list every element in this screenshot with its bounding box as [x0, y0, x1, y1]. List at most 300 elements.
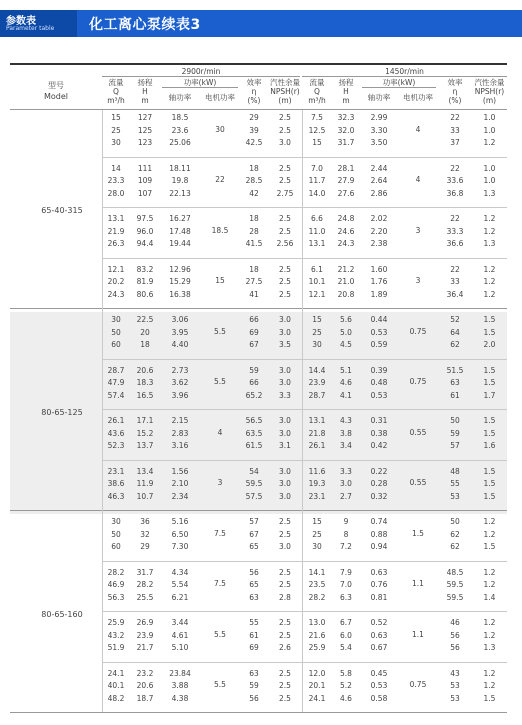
- table-cell: 36.4: [446, 289, 464, 299]
- motor-power-cell: 18.5: [211, 225, 229, 235]
- table-cell: 30: [312, 542, 322, 551]
- table-cell: 18: [249, 214, 259, 223]
- table-cell: 3.1: [279, 441, 291, 450]
- speed-underline-left: [102, 76, 300, 77]
- table-cell: 15: [312, 138, 322, 147]
- table-cell: 69: [249, 327, 259, 337]
- table-cell: 28.7: [308, 390, 326, 400]
- table-cell: 2.5: [279, 668, 291, 678]
- table-cell: 4.40: [171, 340, 189, 349]
- motor-header-left: 电机功率: [205, 93, 235, 102]
- table-cell: 48.5: [446, 567, 464, 577]
- table-cell: 109: [137, 176, 153, 185]
- table-cell: 3.8: [340, 428, 352, 438]
- table-cell: 6.21: [171, 592, 189, 602]
- table-cell: 1.5: [483, 479, 496, 488]
- table-cell: 59.5: [245, 479, 263, 488]
- motor-power-cell: 0.55: [409, 478, 427, 487]
- table-cell: 30: [111, 517, 121, 526]
- table-cell: 2.5: [279, 681, 291, 690]
- table-cell: 5.16: [171, 517, 189, 526]
- block-divider: [102, 561, 507, 562]
- table-cell: 4.3: [340, 416, 352, 425]
- table-cell: 29: [140, 542, 150, 551]
- table-cell: 50: [111, 327, 121, 337]
- table-cell: 6.6: [311, 214, 323, 223]
- table-cell: 12.96: [169, 264, 191, 274]
- motor-power-cell: 4: [217, 427, 223, 437]
- motor-power-cell: 4: [415, 124, 421, 134]
- table-cell: 43.2: [107, 630, 125, 640]
- table-cell: 1.2: [483, 630, 496, 640]
- table-cell: 54: [249, 466, 259, 476]
- head-header-right: 扬程 H m: [338, 78, 354, 105]
- table-cell: 4.38: [171, 693, 189, 703]
- table-cell: 1.0: [483, 163, 496, 173]
- table-cell: 61: [249, 630, 259, 640]
- table-cell: 1.2: [483, 517, 496, 526]
- motor-power-cell: 0.75: [409, 326, 427, 336]
- table-cell: 5.1: [340, 365, 352, 375]
- motor-power-cell: 1.1: [412, 629, 424, 639]
- table-cell: 10.1: [308, 277, 326, 286]
- table-cell: 16.5: [136, 390, 154, 400]
- table-cell: 2.86: [370, 188, 388, 198]
- table-cell: 1.5: [483, 542, 496, 551]
- table-cell: 23.3: [107, 176, 125, 185]
- motor-power-cell: 5.5: [214, 377, 226, 386]
- table-cell: 17.48: [169, 226, 191, 236]
- table-cell: 21.2: [337, 264, 355, 274]
- table-cell: 25: [312, 327, 322, 337]
- table-cell: 36: [140, 517, 150, 526]
- table-cell: 56: [450, 630, 460, 640]
- table-cell: 64: [450, 327, 460, 337]
- table-cell: 19.8: [171, 176, 189, 185]
- table-cell: 6.7: [340, 618, 352, 627]
- table-cell: 0.74: [370, 517, 388, 526]
- table-cell: 6.1: [311, 264, 323, 274]
- table-cell: 3.30: [370, 125, 388, 135]
- parameter-table: [10, 63, 507, 718]
- table-cell: 2.5: [279, 113, 291, 122]
- table-cell: 5.8: [340, 668, 352, 678]
- table-cell: 14.1: [308, 567, 326, 577]
- table-cell: 69: [249, 643, 259, 652]
- table-cell: 3.0: [279, 466, 291, 476]
- table-cell: 1.3: [483, 239, 496, 248]
- table-cell: 7.5: [311, 113, 323, 122]
- table-cell: 67: [249, 340, 259, 349]
- table-cell: 23.6: [171, 125, 189, 135]
- table-cell: 56: [249, 567, 259, 577]
- table-cell: 53: [450, 491, 460, 501]
- table-cell: 1.3: [483, 643, 496, 652]
- table-cell: 43.6: [107, 428, 125, 438]
- table-cell: 0.53: [370, 681, 388, 690]
- table-cell: 1.2: [483, 529, 496, 539]
- table-cell: 65: [249, 542, 259, 551]
- table-cell: 12.5: [308, 125, 326, 135]
- table-cell: 13.1: [107, 214, 125, 223]
- table-cell: 20.6: [136, 681, 154, 690]
- block-divider: [102, 359, 507, 360]
- npsh-header-left: 汽性余量 NPSH(r) (m): [270, 78, 300, 105]
- table-cell: 18: [249, 264, 259, 274]
- table-cell: 30: [111, 138, 121, 147]
- table-cell: 9: [343, 517, 349, 526]
- table-cell: 3.95: [171, 327, 189, 337]
- table-cell: 2.83: [171, 428, 189, 438]
- table-cell: 22: [450, 214, 460, 223]
- badge-title: 参数表: [6, 16, 36, 27]
- table-cell: 3.4: [340, 441, 352, 450]
- table-cell: 7.0: [340, 580, 352, 589]
- table-cell: 1.4: [483, 592, 496, 602]
- speed-left-label: 2900r/min: [181, 67, 221, 76]
- table-cell: 42.5: [245, 138, 263, 147]
- table-cell: 0.53: [370, 327, 388, 337]
- table-cell: 5.54: [171, 580, 189, 589]
- table-cell: 22.5: [136, 315, 154, 324]
- table-cell: 1.2: [483, 618, 496, 627]
- table-cell: 25.9: [107, 618, 125, 627]
- table-cell: 23.9: [136, 630, 154, 640]
- table-cell: 65: [249, 580, 259, 589]
- table-cell: 23.1: [107, 466, 125, 476]
- table-cell: 20.8: [337, 289, 355, 299]
- table-cell: 97.5: [136, 214, 154, 223]
- table-cell: 1.5: [483, 327, 496, 337]
- table-cell: 30: [312, 340, 322, 349]
- table-cell: 26.1: [107, 416, 125, 425]
- shaft-header-left: 轴功率: [168, 93, 192, 102]
- table-cell: 0.63: [370, 630, 388, 640]
- table-cell: 1.89: [370, 289, 388, 299]
- table-cell: 63: [249, 592, 259, 602]
- table-cell: 28.0: [107, 188, 125, 198]
- table-cell: 6.50: [171, 529, 189, 539]
- table-cell: 0.44: [370, 315, 388, 324]
- table-cell: 2.5: [279, 693, 291, 703]
- table-cell: 5.2: [340, 681, 352, 690]
- table-cell: 12.1: [107, 264, 125, 274]
- table-cell: 29: [249, 113, 259, 122]
- table-cell: 3.0: [279, 491, 291, 501]
- group-divider: [10, 712, 507, 713]
- table-cell: 0.58: [370, 693, 388, 703]
- flow-header-right: 流量 Q m³/h: [308, 78, 326, 105]
- speed-right-label: 1450r/min: [385, 67, 424, 76]
- table-cell: 66: [249, 315, 259, 324]
- table-cell: 61: [450, 390, 460, 400]
- table-cell: 2.5: [279, 176, 291, 185]
- motor-power-cell: 0.75: [409, 377, 427, 386]
- table-cell: 3.16: [171, 441, 189, 450]
- table-cell: 3.0: [279, 542, 291, 551]
- table-cell: 18.11: [169, 163, 191, 173]
- table-cell: 25: [312, 529, 322, 539]
- table-cell: 2.99: [370, 113, 388, 122]
- table-cell: 6.0: [340, 630, 352, 640]
- power-header-left: 功率(kW): [183, 78, 217, 87]
- table-cell: 3.0: [279, 378, 291, 387]
- table-cell: 61.5: [245, 441, 263, 450]
- table-cell: 60: [111, 340, 121, 349]
- table-cell: 1.5: [483, 416, 496, 425]
- column-separator: [102, 110, 103, 712]
- table-cell: 0.63: [370, 567, 388, 577]
- table-cell: 26.9: [136, 618, 154, 627]
- table-cell: 0.94: [370, 542, 388, 551]
- table-cell: 3.0: [279, 416, 291, 425]
- table-cell: 2.5: [279, 163, 291, 173]
- table-cell: 28.5: [245, 176, 263, 185]
- table-cell: 14.4: [308, 365, 326, 375]
- table-cell: 22: [450, 113, 460, 122]
- table-cell: 33: [450, 277, 460, 286]
- table-cell: 81.9: [136, 277, 154, 286]
- table-cell: 2.5: [279, 289, 291, 299]
- table-header: [10, 65, 507, 110]
- table-cell: 1.2: [483, 226, 496, 236]
- table-cell: 3.88: [171, 681, 189, 690]
- table-cell: 1.3: [483, 188, 496, 198]
- table-cell: 80.6: [136, 289, 154, 299]
- table-cell: 3.0: [279, 428, 291, 438]
- table-cell: 0.42: [370, 441, 388, 450]
- table-cell: 0.67: [370, 643, 388, 652]
- table-cell: 12.0: [308, 668, 326, 678]
- table-cell: 32.0: [337, 125, 355, 135]
- table-cell: 2.5: [279, 517, 291, 526]
- table-cell: 4.6: [340, 378, 352, 387]
- table-cell: 3.3: [340, 466, 352, 476]
- table-cell: 59.5: [446, 592, 464, 602]
- table-cell: 21.9: [107, 226, 125, 236]
- table-cell: 2.6: [279, 643, 291, 652]
- motor-power-cell: 30: [215, 124, 225, 134]
- table-cell: 2.5: [279, 214, 291, 223]
- table-cell: 46: [450, 618, 460, 627]
- table-cell: 6.3: [340, 592, 352, 602]
- table-cell: 3.50: [370, 138, 388, 147]
- table-cell: 28.7: [107, 365, 125, 375]
- table-cell: 39: [249, 125, 259, 135]
- motor-header-right: 电机功率: [403, 93, 433, 102]
- table-cell: 31.7: [337, 138, 355, 147]
- table-cell: 7.2: [340, 542, 352, 551]
- table-cell: 0.38: [370, 428, 388, 438]
- table-cell: 2.34: [171, 491, 189, 501]
- table-cell: 23.1: [308, 491, 326, 501]
- table-cell: 24.1: [308, 693, 326, 703]
- table-cell: 18.7: [136, 693, 154, 703]
- table-cell: 48: [450, 466, 460, 476]
- table-cell: 28.2: [136, 580, 154, 589]
- table-cell: 43: [450, 668, 460, 678]
- table-cell: 16.27: [169, 214, 191, 223]
- table-cell: 22: [450, 163, 460, 173]
- table-cell: 5.0: [340, 327, 352, 337]
- power-underline-left: [162, 87, 238, 88]
- table-cell: 51.9: [107, 643, 125, 652]
- table-cell: 2.02: [370, 214, 388, 223]
- table-cell: 27.6: [337, 188, 355, 198]
- table-cell: 127: [137, 113, 153, 122]
- table-cell: 16.38: [169, 289, 191, 299]
- table-cell: 4.5: [340, 340, 352, 349]
- motor-power-cell: 3: [217, 478, 223, 487]
- table-cell: 1.0: [483, 176, 496, 185]
- table-cell: 123: [137, 138, 153, 147]
- table-cell: 0.32: [370, 491, 388, 501]
- table-cell: 41.5: [245, 239, 263, 248]
- model-label: 80-65-160: [41, 610, 83, 619]
- table-cell: 3.96: [171, 390, 189, 400]
- motor-power-cell: 0.55: [409, 427, 427, 437]
- block-divider: [102, 611, 507, 612]
- table-cell: 57.5: [245, 491, 263, 501]
- table-cell: 14: [111, 163, 121, 173]
- table-cell: 1.5: [483, 466, 496, 476]
- table-cell: 63: [249, 668, 259, 678]
- table-cell: 26.1: [308, 441, 326, 450]
- table-cell: 18.5: [171, 113, 189, 122]
- npsh-header-right: 汽性余量 NPSH(r) (m): [474, 78, 505, 105]
- table-cell: 15: [312, 315, 322, 324]
- title-bar: [77, 10, 522, 37]
- table-cell: 23.2: [136, 668, 154, 678]
- power-underline-right: [362, 87, 436, 88]
- table-cell: 63.5: [245, 428, 263, 438]
- table-cell: 25.9: [308, 643, 326, 652]
- table-cell: 3.62: [171, 378, 189, 387]
- motor-power-cell: 3: [415, 276, 421, 285]
- table-cell: 20.2: [107, 277, 125, 286]
- table-cell: 21.8: [308, 428, 326, 438]
- table-cell: 22: [450, 264, 460, 274]
- table-cell: 46.3: [107, 491, 125, 501]
- table-cell: 21.0: [337, 277, 355, 286]
- table-cell: 23.5: [308, 580, 326, 589]
- table-cell: 1.2: [483, 289, 496, 299]
- motor-power-cell: 5.5: [214, 680, 226, 689]
- table-cell: 63: [450, 378, 460, 387]
- table-cell: 11.7: [308, 176, 326, 185]
- table-cell: 1.2: [483, 580, 496, 589]
- table-cell: 1.6: [483, 441, 496, 450]
- table-cell: 56.5: [245, 416, 263, 425]
- table-cell: 4.1: [340, 390, 352, 400]
- table-cell: 46.9: [107, 580, 125, 589]
- table-cell: 50: [450, 416, 460, 425]
- table-cell: 1.76: [370, 277, 388, 286]
- table-cell: 2.5: [279, 630, 291, 640]
- table-cell: 1.7: [483, 390, 496, 400]
- table-cell: 2.10: [171, 479, 189, 488]
- table-cell: 2.5: [279, 125, 291, 135]
- table-cell: 1.56: [171, 466, 189, 476]
- table-cell: 23.9: [308, 378, 326, 387]
- table-cell: 62: [450, 542, 460, 551]
- table-cell: 0.76: [370, 580, 388, 589]
- table-cell: 1.5: [483, 693, 496, 703]
- table-cell: 1.60: [370, 264, 388, 274]
- table-cell: 33: [450, 125, 460, 135]
- table-cell: 0.45: [370, 668, 388, 678]
- table-cell: 66: [249, 378, 259, 387]
- model-label: 65-40-315: [41, 206, 83, 215]
- block-divider: [102, 157, 507, 158]
- table-cell: 31.7: [136, 567, 154, 577]
- table-cell: 2.5: [279, 618, 291, 627]
- table-cell: 2.0: [483, 340, 496, 349]
- motor-power-cell: 5.5: [214, 326, 226, 336]
- table-cell: 1.5: [483, 365, 496, 375]
- table-cell: 19.3: [308, 479, 326, 488]
- block-divider: [102, 258, 507, 259]
- table-cell: 20: [140, 327, 150, 337]
- table-cell: 83.2: [136, 264, 154, 274]
- table-cell: 18: [140, 340, 150, 349]
- table-cell: 20.1: [308, 681, 326, 690]
- table-cell: 1.2: [483, 681, 496, 690]
- table-cell: 56: [450, 643, 460, 652]
- table-cell: 2.5: [279, 226, 291, 236]
- table-cell: 20.6: [136, 365, 154, 375]
- table-cell: 30: [111, 315, 121, 324]
- table-cell: 13.0: [308, 618, 326, 627]
- motor-power-cell: 1.1: [412, 579, 424, 588]
- table-cell: 28: [249, 226, 259, 236]
- table-cell: 28.1: [337, 163, 355, 173]
- table-cell: 5.6: [340, 315, 352, 324]
- table-cell: 33.3: [446, 226, 464, 236]
- table-cell: 17.1: [136, 416, 154, 425]
- speed-underline-right: [302, 76, 507, 77]
- table-cell: 2.73: [171, 365, 189, 375]
- shaft-header-right: 轴功率: [367, 93, 391, 102]
- table-cell: 3.0: [279, 138, 291, 147]
- table-cell: 2.64: [370, 176, 388, 185]
- table-cell: 52.3: [107, 441, 125, 450]
- eff-header-left: 效率 η (%): [246, 78, 262, 105]
- table-cell: 41: [249, 289, 259, 299]
- table-cell: 2.75: [276, 188, 294, 198]
- table-cell: 2.5: [279, 277, 291, 286]
- table-cell: 32.3: [337, 113, 355, 122]
- group-divider: [10, 510, 507, 511]
- table-cell: 0.31: [370, 416, 388, 425]
- table-cell: 7.9: [340, 567, 352, 577]
- table-body: [10, 110, 507, 718]
- table-cell: 59.5: [446, 580, 464, 589]
- motor-power-cell: 15: [215, 276, 225, 285]
- table-cell: 0.53: [370, 390, 388, 400]
- table-cell: 3.0: [340, 479, 352, 488]
- table-cell: 59: [249, 681, 259, 690]
- table-cell: 0.59: [370, 340, 388, 349]
- table-cell: 11.9: [136, 479, 154, 488]
- table-cell: 51.5: [446, 365, 464, 375]
- model-header-en: Model: [43, 92, 69, 101]
- table-cell: 10.7: [136, 491, 154, 501]
- table-cell: 26.3: [107, 239, 125, 248]
- table-cell: 1.2: [483, 277, 496, 286]
- motor-power-cell: 7.5: [214, 579, 226, 588]
- table-cell: 50: [450, 517, 460, 526]
